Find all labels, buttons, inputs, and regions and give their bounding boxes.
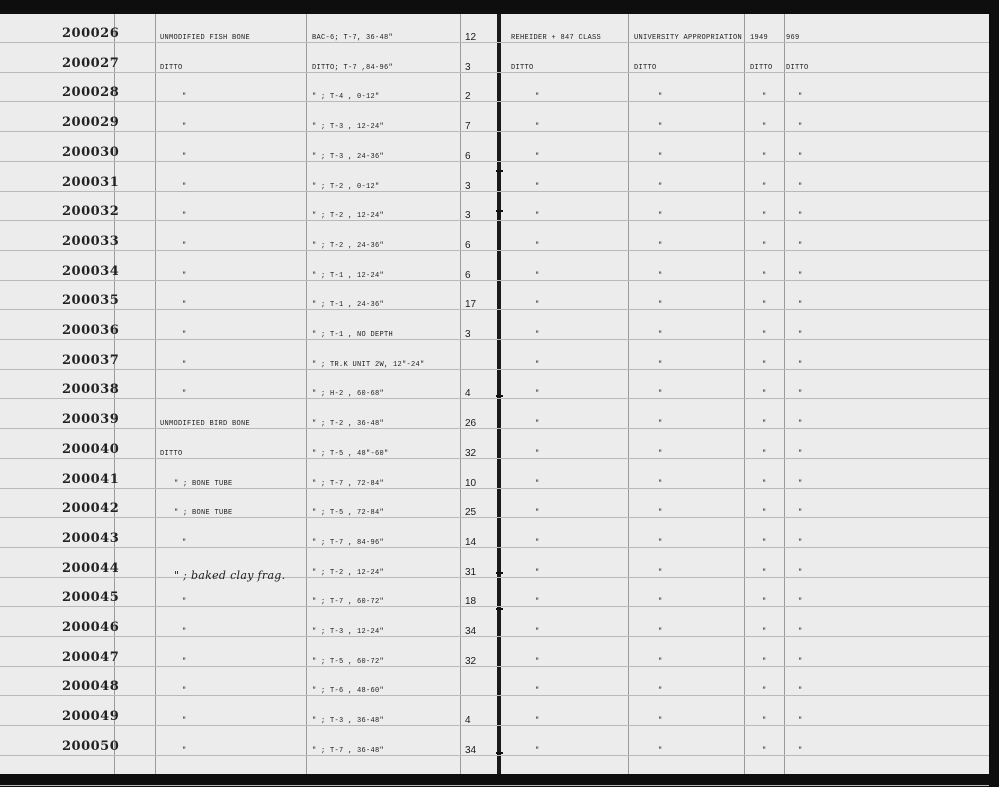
row-rule	[0, 101, 989, 102]
cell-desc: "	[182, 93, 187, 101]
cell-num: 200034	[62, 264, 120, 279]
cell-year: "	[762, 450, 767, 458]
cell-desc: "	[182, 628, 187, 636]
cell-acquisition: "	[658, 747, 663, 755]
cell-acquisition: "	[658, 272, 663, 280]
row-rule	[0, 547, 989, 548]
row-rule	[0, 666, 989, 667]
cell-cat: "	[798, 509, 803, 517]
cell-year: "	[762, 123, 767, 131]
cell-year: "	[762, 153, 767, 161]
cell-depositor: "	[535, 480, 540, 488]
cell-year: "	[762, 628, 767, 636]
cell-prov: " ; T-1 , 12-24"	[312, 272, 385, 280]
cell-num: 200033	[62, 234, 120, 249]
cell-count: 26	[465, 418, 477, 429]
cell-acquisition: "	[658, 93, 663, 101]
cell-prov: " ; T-7 , 36-48"	[312, 747, 385, 755]
row-rule	[0, 577, 989, 578]
cell-count: 34	[465, 626, 477, 637]
cell-depositor: REHEIDER + 847 CLASS	[511, 34, 602, 42]
cell-num: 200028	[62, 85, 120, 100]
cell-desc: "	[182, 153, 187, 161]
gutter-tick	[496, 210, 503, 212]
row-rule	[0, 72, 989, 73]
cell-count: 3	[465, 210, 471, 221]
cell-acquisition: "	[658, 123, 663, 131]
cell-prov: " ; H-2 , 60-68"	[312, 390, 385, 398]
cell-depositor: "	[535, 450, 540, 458]
cell-depositor: "	[535, 183, 540, 191]
cell-depositor: "	[535, 628, 540, 636]
cell-count: 6	[465, 240, 471, 251]
cell-desc: "	[182, 747, 187, 755]
cell-cat: "	[798, 390, 803, 398]
row-rule	[0, 785, 989, 786]
row-rule	[0, 161, 989, 162]
cell-depositor: "	[535, 272, 540, 280]
cell-num: 200047	[62, 650, 120, 665]
column-rule	[628, 14, 629, 774]
cell-depositor: "	[535, 717, 540, 725]
cell-count: 7	[465, 121, 471, 132]
cell-count: 3	[465, 329, 471, 340]
cell-depositor: "	[535, 242, 540, 250]
cell-cat: "	[798, 242, 803, 250]
cell-year: "	[762, 480, 767, 488]
cell-year: "	[762, 390, 767, 398]
cell-desc: "	[182, 539, 187, 547]
cell-num: 200050	[62, 739, 120, 754]
row-rule	[0, 755, 989, 756]
cell-prov: " ; T-3 , 12-24"	[312, 123, 385, 131]
cell-count: 25	[465, 507, 477, 518]
cell-prov: DITTO; T-7 ,84-96"	[312, 64, 394, 72]
cell-cat: "	[798, 658, 803, 666]
row-rule	[0, 339, 989, 340]
cell-prov: " ; T-6 , 48-60"	[312, 687, 385, 695]
cell-acquisition: "	[658, 361, 663, 369]
cell-prov: " ; T-2 , 24-36"	[312, 242, 385, 250]
book-gutter	[497, 14, 501, 774]
cell-num: 200037	[62, 353, 120, 368]
cell-cat: "	[798, 628, 803, 636]
cell-acquisition: "	[658, 658, 663, 666]
row-rule	[0, 458, 989, 459]
cell-acquisition: "	[658, 301, 663, 309]
cell-cat: "	[798, 717, 803, 725]
cell-year: "	[762, 717, 767, 725]
cell-acquisition: "	[658, 420, 663, 428]
cell-desc: UNMODIFIED BIRD BONE	[160, 420, 251, 428]
cell-cat: "	[798, 212, 803, 220]
cell-prov: " ; T-2 , 12-24"	[312, 212, 385, 220]
row-rule	[0, 131, 989, 132]
cell-cat: "	[798, 450, 803, 458]
column-rule	[155, 14, 156, 774]
cell-desc: UNMODIFIED FISH BONE	[160, 34, 251, 42]
cell-acquisition: "	[658, 212, 663, 220]
row-rule	[0, 398, 989, 399]
cell-desc: "	[182, 598, 187, 606]
cell-year: "	[762, 361, 767, 369]
cell-acquisition: "	[658, 331, 663, 339]
cell-acquisition: "	[658, 569, 663, 577]
cell-prov: " ; T-7 , 72-84"	[312, 480, 385, 488]
gutter-tick	[496, 395, 503, 397]
cell-count: 17	[465, 299, 477, 310]
cell-depositor: "	[535, 123, 540, 131]
cell-prov: " ; T-2 , 12-24"	[312, 569, 385, 577]
cell-prov: " ; T-3 , 36-48"	[312, 717, 385, 725]
cell-desc: "	[182, 390, 187, 398]
cell-desc: "	[182, 658, 187, 666]
cell-depositor: "	[535, 212, 540, 220]
cell-acquisition: "	[658, 509, 663, 517]
cell-depositor: "	[535, 569, 540, 577]
cell-acquisition: "	[658, 183, 663, 191]
cell-count: 4	[465, 715, 471, 726]
cell-year: "	[762, 331, 767, 339]
row-rule	[0, 280, 989, 281]
cell-year: "	[762, 272, 767, 280]
cell-depositor: "	[535, 598, 540, 606]
cell-acquisition: UNIVERSITY APPROPRIATION	[634, 34, 743, 42]
cell-num: 200038	[62, 382, 120, 397]
cell-cat: "	[798, 420, 803, 428]
cell-acquisition: "	[658, 598, 663, 606]
cell-count: 14	[465, 537, 477, 548]
cell-desc: "	[182, 361, 187, 369]
cell-desc: DITTO	[160, 450, 183, 458]
cell-count: 18	[465, 596, 477, 607]
row-rule	[0, 606, 989, 607]
gutter-tick	[496, 572, 503, 574]
cell-depositor: DITTO	[511, 64, 534, 72]
column-rule	[460, 14, 461, 774]
cell-desc: "	[182, 331, 187, 339]
cell-acquisition: "	[658, 242, 663, 250]
cell-cat: "	[798, 747, 803, 755]
row-rule	[0, 725, 989, 726]
cell-cat: "	[798, 569, 803, 577]
cell-num: 200027	[62, 56, 120, 71]
row-rule	[0, 191, 989, 192]
cell-depositor: "	[535, 509, 540, 517]
cell-cat: "	[798, 93, 803, 101]
cell-prov: BAC-6; T-7, 36-48"	[312, 34, 394, 42]
cell-cat: "	[798, 183, 803, 191]
cell-prov: " ; T-1 , NO DEPTH	[312, 331, 394, 339]
column-rule	[784, 14, 785, 774]
cell-cat: "	[798, 301, 803, 309]
cell-desc: " ; BONE TUBE	[174, 509, 233, 517]
cell-desc: "	[182, 242, 187, 250]
cell-year: "	[762, 687, 767, 695]
cell-desc: "	[182, 301, 187, 309]
cell-prov: " ; T-1 , 24-36"	[312, 301, 385, 309]
cell-prov: " ; T-7 , 60-72"	[312, 598, 385, 606]
cell-year: "	[762, 183, 767, 191]
row-rule	[0, 309, 989, 310]
cell-num: 200036	[62, 323, 120, 338]
cell-depositor: "	[535, 361, 540, 369]
cell-count: 6	[465, 270, 471, 281]
cell-year: "	[762, 242, 767, 250]
cell-prov: " ; T-3 , 12-24"	[312, 628, 385, 636]
row-rule	[0, 695, 989, 696]
cell-depositor: "	[535, 420, 540, 428]
cell-num: 200030	[62, 145, 120, 160]
cell-year: 1949	[750, 34, 769, 42]
cell-desc: "	[182, 123, 187, 131]
column-rule	[744, 14, 745, 774]
cell-count: 31	[465, 567, 477, 578]
cell-year: "	[762, 658, 767, 666]
cell-num: 200046	[62, 620, 120, 635]
cell-acquisition: "	[658, 687, 663, 695]
cell-depositor: "	[535, 301, 540, 309]
cell-num: 200045	[62, 590, 120, 605]
cell-cat: "	[798, 539, 803, 547]
cell-year: "	[762, 569, 767, 577]
cell-prov: " ; T-3 , 24-36"	[312, 153, 385, 161]
cell-desc: "	[182, 687, 187, 695]
cell-depositor: "	[535, 687, 540, 695]
cell-count: 10	[465, 478, 477, 489]
cell-desc: "	[182, 212, 187, 220]
cell-num: 200048	[62, 679, 120, 694]
cell-desc: " ; baked clay frag.	[174, 569, 286, 582]
cell-num: 200049	[62, 709, 120, 724]
cell-desc: "	[182, 272, 187, 280]
cell-acquisition: "	[658, 717, 663, 725]
cell-prov: " ; T-4 , 0-12"	[312, 93, 380, 101]
row-rule	[0, 369, 989, 370]
cell-prov: " ; T-5 , 48"-60"	[312, 450, 389, 458]
cell-desc: DITTO	[160, 64, 183, 72]
cell-num: 200032	[62, 204, 120, 219]
cell-prov: " ; T-5 , 72-84"	[312, 509, 385, 517]
cell-acquisition: "	[658, 539, 663, 547]
cell-acquisition: "	[658, 153, 663, 161]
gutter-tick	[496, 170, 503, 172]
cell-prov: " ; T-2 , 36-48"	[312, 420, 385, 428]
row-rule	[0, 636, 989, 637]
cell-cat: "	[798, 687, 803, 695]
cell-depositor: "	[535, 390, 540, 398]
cell-num: 200044	[62, 561, 120, 576]
gutter-tick	[496, 752, 503, 754]
cell-num: 200039	[62, 412, 120, 427]
cell-desc: " ; BONE TUBE	[174, 480, 233, 488]
cell-count: 2	[465, 91, 471, 102]
cell-count: 32	[465, 656, 477, 667]
row-rule	[0, 42, 989, 43]
cell-year: "	[762, 509, 767, 517]
cell-count: 3	[465, 62, 471, 73]
cell-cat: "	[798, 123, 803, 131]
cell-prov: " ; TR.K UNIT 2W, 12"-24"	[312, 361, 425, 369]
cell-num: 200026	[62, 26, 120, 41]
cell-acquisition: "	[658, 450, 663, 458]
cell-num: 200031	[62, 175, 120, 190]
cell-depositor: "	[535, 93, 540, 101]
cell-count: 3	[465, 181, 471, 192]
cell-year: "	[762, 301, 767, 309]
cell-year: "	[762, 598, 767, 606]
cell-acquisition: "	[658, 390, 663, 398]
cell-cat: "	[798, 153, 803, 161]
row-rule	[0, 488, 989, 489]
cell-year: "	[762, 747, 767, 755]
cell-cat: "	[798, 272, 803, 280]
row-rule	[0, 250, 989, 251]
row-rule	[0, 428, 989, 429]
cell-depositor: "	[535, 539, 540, 547]
cell-num: 200040	[62, 442, 120, 457]
cell-acquisition: "	[658, 628, 663, 636]
cell-year: "	[762, 212, 767, 220]
cell-acquisition: DITTO	[634, 64, 657, 72]
cell-year: "	[762, 420, 767, 428]
cell-num: 200043	[62, 531, 120, 546]
cell-count: 6	[465, 151, 471, 162]
cell-year: DITTO	[750, 64, 773, 72]
cell-desc: "	[182, 183, 187, 191]
cell-cat: "	[798, 598, 803, 606]
cell-cat: "	[798, 480, 803, 488]
cell-count: 4	[465, 388, 471, 399]
cell-depositor: "	[535, 658, 540, 666]
cell-num: 200029	[62, 115, 120, 130]
cell-cat: "	[798, 331, 803, 339]
cell-depositor: "	[535, 747, 540, 755]
cell-num: 200042	[62, 501, 120, 516]
cell-num: 200035	[62, 293, 120, 308]
cell-cat: 969	[786, 34, 800, 42]
cell-prov: " ; T-7 , 84-96"	[312, 539, 385, 547]
cell-cat: "	[798, 361, 803, 369]
cell-desc: "	[182, 717, 187, 725]
column-rule	[306, 14, 307, 774]
cell-year: "	[762, 93, 767, 101]
cell-depositor: "	[535, 331, 540, 339]
gutter-tick	[496, 608, 503, 610]
cell-count: 32	[465, 448, 477, 459]
row-rule	[0, 517, 989, 518]
cell-year: "	[762, 539, 767, 547]
cell-depositor: "	[535, 153, 540, 161]
cell-count: 34	[465, 745, 477, 756]
cell-count: 12	[465, 32, 477, 43]
cell-prov: " ; T-2 , 0-12"	[312, 183, 380, 191]
cell-cat: DITTO	[786, 64, 809, 72]
cell-prov: " ; T-5 , 60-72"	[312, 658, 385, 666]
cell-acquisition: "	[658, 480, 663, 488]
cell-num: 200041	[62, 472, 120, 487]
row-rule	[0, 220, 989, 221]
